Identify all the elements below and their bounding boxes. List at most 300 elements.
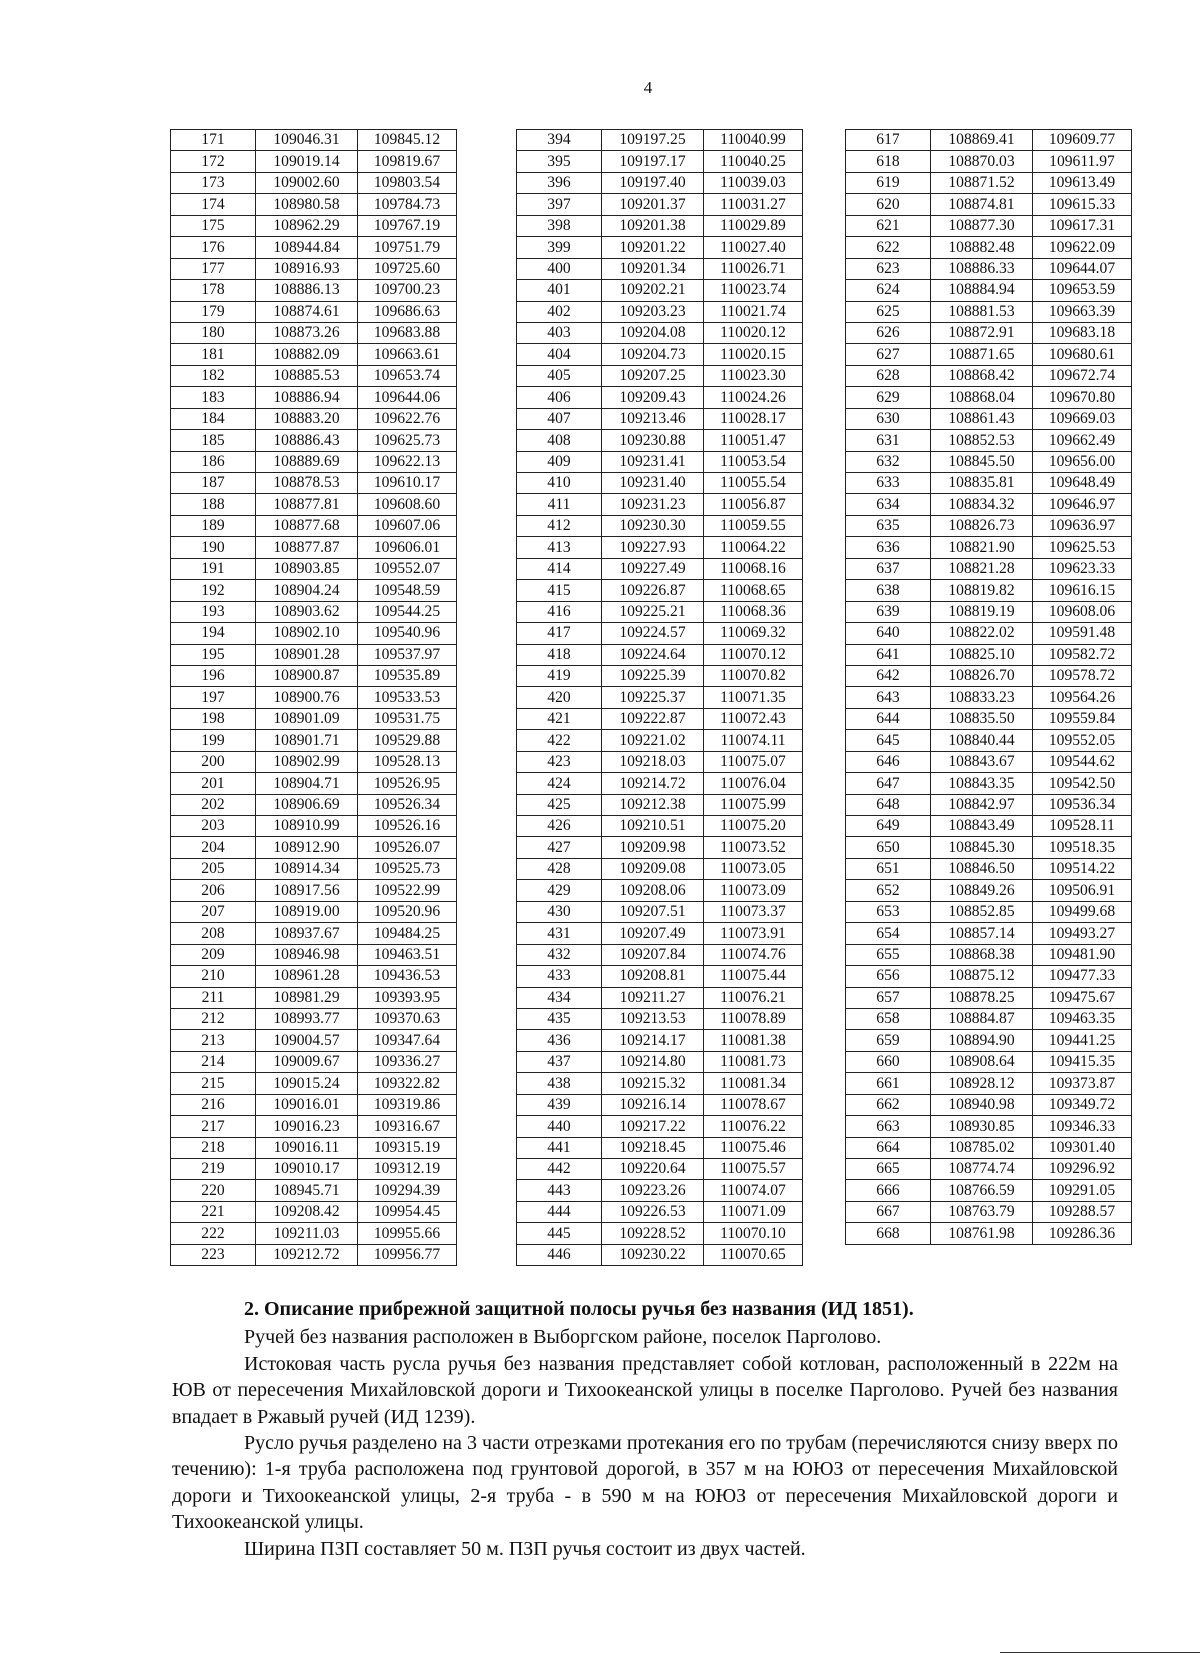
table-row: [171, 623, 457, 644]
table-row: [517, 194, 803, 215]
y-coordinate-cell: 109526.16: [358, 816, 457, 837]
table-row: [171, 580, 457, 601]
x-coordinate-cell: 108886.13: [256, 280, 358, 301]
x-coordinate-cell: 109230.88: [602, 430, 704, 451]
x-coordinate-cell: 109215.32: [602, 1073, 704, 1094]
y-coordinate-cell: 109506.91: [1033, 880, 1132, 901]
paragraph: Истоковая часть русла ручья без названия представляет собой котлован, расположенный в 222м на ЮВ от пересечения Михайловской дороги и Тихоокеанской улицы в поселке Парголово. Ручей без названия впадает в Ржавый ручей (ИД 1239).: [172, 1352, 1118, 1428]
x-coordinate-cell: 108861.43: [931, 408, 1033, 429]
x-coordinate-cell: 109231.23: [602, 494, 704, 515]
y-coordinate-cell: 109636.97: [1033, 515, 1132, 536]
table-row: [517, 172, 803, 193]
point-number-cell: 181: [171, 344, 256, 365]
point-number-cell: 663: [846, 1116, 931, 1137]
table-row: [846, 730, 1132, 751]
point-number-cell: 655: [846, 944, 931, 965]
table-row: [846, 558, 1132, 579]
y-coordinate-cell: 109767.19: [358, 215, 457, 236]
point-number-cell: 625: [846, 301, 931, 322]
table-row: [171, 1116, 457, 1137]
x-coordinate-cell: 109207.51: [602, 901, 704, 922]
x-coordinate-cell: 108901.28: [256, 644, 358, 665]
table-row: [846, 344, 1132, 365]
table-row: [846, 537, 1132, 558]
y-coordinate-cell: 110073.37: [704, 901, 803, 922]
x-coordinate-cell: 108877.68: [256, 515, 358, 536]
y-coordinate-cell: 110075.46: [704, 1137, 803, 1158]
x-coordinate-cell: 109201.34: [602, 258, 704, 279]
x-coordinate-cell: 109216.14: [602, 1094, 704, 1115]
x-coordinate-cell: 108819.19: [931, 601, 1033, 622]
x-coordinate-cell: 108883.20: [256, 408, 358, 429]
y-coordinate-cell: 109591.48: [1033, 623, 1132, 644]
x-coordinate-cell: 109209.43: [602, 387, 704, 408]
point-number-cell: 418: [517, 644, 602, 665]
point-number-cell: 423: [517, 751, 602, 772]
y-coordinate-cell: 109663.61: [358, 344, 457, 365]
y-coordinate-cell: 110024.26: [704, 387, 803, 408]
y-coordinate-cell: 109288.57: [1033, 1201, 1132, 1222]
x-coordinate-cell: 108910.99: [256, 816, 358, 837]
x-coordinate-cell: 108902.10: [256, 623, 358, 644]
y-coordinate-cell: 109578.72: [1033, 665, 1132, 686]
x-coordinate-cell: 109230.30: [602, 515, 704, 536]
point-number-cell: 432: [517, 944, 602, 965]
table-row: [846, 837, 1132, 858]
y-coordinate-cell: 110073.09: [704, 880, 803, 901]
table-row: [171, 816, 457, 837]
x-coordinate-cell: 108835.81: [931, 473, 1033, 494]
x-coordinate-cell: 109010.17: [256, 1159, 358, 1180]
point-number-cell: 200: [171, 751, 256, 772]
y-coordinate-cell: 110023.74: [704, 280, 803, 301]
x-coordinate-cell: 108842.97: [931, 794, 1033, 815]
x-coordinate-cell: 109204.08: [602, 322, 704, 343]
y-coordinate-cell: 110070.10: [704, 1223, 803, 1244]
point-number-cell: 220: [171, 1180, 256, 1201]
point-number-cell: 206: [171, 880, 256, 901]
y-coordinate-cell: 109526.34: [358, 794, 457, 815]
point-number-cell: 207: [171, 901, 256, 922]
x-coordinate-cell: 109197.40: [602, 172, 704, 193]
y-coordinate-cell: 109484.25: [358, 923, 457, 944]
point-number-cell: 223: [171, 1244, 256, 1265]
point-number-cell: 641: [846, 644, 931, 665]
y-coordinate-cell: 109644.07: [1033, 258, 1132, 279]
table-row: [846, 1094, 1132, 1115]
x-coordinate-cell: 108906.69: [256, 794, 358, 815]
coordinates-table-3: [845, 129, 1132, 1245]
x-coordinate-cell: 108904.24: [256, 580, 358, 601]
point-number-cell: 211: [171, 987, 256, 1008]
table-row: [846, 1201, 1132, 1222]
point-number-cell: 411: [517, 494, 602, 515]
x-coordinate-cell: 108901.09: [256, 708, 358, 729]
y-coordinate-cell: 109373.87: [1033, 1073, 1132, 1094]
x-coordinate-cell: 108835.50: [931, 708, 1033, 729]
x-coordinate-cell: 108882.48: [931, 237, 1033, 258]
table-row: [171, 858, 457, 879]
y-coordinate-cell: 110070.12: [704, 644, 803, 665]
table-row: [517, 665, 803, 686]
x-coordinate-cell: 109213.53: [602, 1008, 704, 1029]
y-coordinate-cell: 109312.19: [358, 1159, 457, 1180]
x-coordinate-cell: 108871.52: [931, 172, 1033, 193]
y-coordinate-cell: 110039.03: [704, 172, 803, 193]
table-row: [517, 837, 803, 858]
table-row: [171, 730, 457, 751]
y-coordinate-cell: 109347.64: [358, 1030, 457, 1051]
point-number-cell: 434: [517, 987, 602, 1008]
point-number-cell: 618: [846, 151, 931, 172]
table-row: [517, 215, 803, 236]
x-coordinate-cell: 109213.46: [602, 408, 704, 429]
point-number-cell: 421: [517, 708, 602, 729]
point-number-cell: 416: [517, 601, 602, 622]
x-coordinate-cell: 108761.98: [931, 1223, 1033, 1244]
x-coordinate-cell: 109225.39: [602, 665, 704, 686]
point-number-cell: 622: [846, 237, 931, 258]
table-row: [171, 130, 457, 151]
point-number-cell: 398: [517, 215, 602, 236]
point-number-cell: 433: [517, 966, 602, 987]
point-number-cell: 202: [171, 794, 256, 815]
y-coordinate-cell: 110068.16: [704, 558, 803, 579]
x-coordinate-cell: 108902.99: [256, 751, 358, 772]
y-coordinate-cell: 109653.59: [1033, 280, 1132, 301]
point-number-cell: 435: [517, 1008, 602, 1029]
point-number-cell: 427: [517, 837, 602, 858]
y-coordinate-cell: 110069.32: [704, 623, 803, 644]
paragraph: Ширина ПЗП составляет 50 м. ПЗП ручья состоит из двух частей.: [244, 1537, 806, 1560]
table-row: [517, 301, 803, 322]
point-number-cell: 660: [846, 1051, 931, 1072]
point-number-cell: 658: [846, 1008, 931, 1029]
point-number-cell: 180: [171, 322, 256, 343]
table-row: [171, 944, 457, 965]
table-row: [517, 280, 803, 301]
x-coordinate-cell: 109209.08: [602, 858, 704, 879]
y-coordinate-cell: 109291.05: [1033, 1180, 1132, 1201]
point-number-cell: 222: [171, 1223, 256, 1244]
point-number-cell: 184: [171, 408, 256, 429]
table-row: [846, 901, 1132, 922]
y-coordinate-cell: 110070.82: [704, 665, 803, 686]
point-number-cell: 413: [517, 537, 602, 558]
x-coordinate-cell: 108885.53: [256, 365, 358, 386]
point-number-cell: 176: [171, 237, 256, 258]
x-coordinate-cell: 109197.17: [602, 151, 704, 172]
y-coordinate-cell: 109784.73: [358, 194, 457, 215]
point-number-cell: 436: [517, 1030, 602, 1051]
x-coordinate-cell: 108937.67: [256, 923, 358, 944]
table-row: [846, 987, 1132, 1008]
point-number-cell: 214: [171, 1051, 256, 1072]
x-coordinate-cell: 108903.62: [256, 601, 358, 622]
x-coordinate-cell: 108875.12: [931, 966, 1033, 987]
x-coordinate-cell: 108877.81: [256, 494, 358, 515]
y-coordinate-cell: 109700.23: [358, 280, 457, 301]
point-number-cell: 190: [171, 537, 256, 558]
y-coordinate-cell: 109646.97: [1033, 494, 1132, 515]
point-number-cell: 218: [171, 1137, 256, 1158]
x-coordinate-cell: 108881.53: [931, 301, 1033, 322]
point-number-cell: 394: [517, 130, 602, 151]
y-coordinate-cell: 110081.73: [704, 1051, 803, 1072]
table-row: [171, 344, 457, 365]
table-row: [171, 194, 457, 215]
table-row: [846, 644, 1132, 665]
point-number-cell: 186: [171, 451, 256, 472]
table-row: [517, 1073, 803, 1094]
y-coordinate-cell: 109531.75: [358, 708, 457, 729]
x-coordinate-cell: 109046.31: [256, 130, 358, 151]
y-coordinate-cell: 109526.95: [358, 773, 457, 794]
point-number-cell: 647: [846, 773, 931, 794]
y-coordinate-cell: 110075.99: [704, 794, 803, 815]
x-coordinate-cell: 108871.65: [931, 344, 1033, 365]
x-coordinate-cell: 109016.23: [256, 1116, 358, 1137]
point-number-cell: 395: [517, 151, 602, 172]
table-row: [846, 1180, 1132, 1201]
table-row: [846, 944, 1132, 965]
x-coordinate-cell: 108826.70: [931, 665, 1033, 686]
table-row: [846, 365, 1132, 386]
table-row: [846, 665, 1132, 686]
y-coordinate-cell: 110076.21: [704, 987, 803, 1008]
point-number-cell: 195: [171, 644, 256, 665]
table-row: [846, 794, 1132, 815]
point-number-cell: 404: [517, 344, 602, 365]
table-row: [171, 515, 457, 536]
y-coordinate-cell: 109548.59: [358, 580, 457, 601]
point-number-cell: 401: [517, 280, 602, 301]
point-number-cell: 633: [846, 473, 931, 494]
table-row: [171, 708, 457, 729]
x-coordinate-cell: 108904.71: [256, 773, 358, 794]
table-row: [846, 966, 1132, 987]
x-coordinate-cell: 109223.26: [602, 1180, 704, 1201]
y-coordinate-cell: 109559.84: [1033, 708, 1132, 729]
y-coordinate-cell: 109322.82: [358, 1073, 457, 1094]
y-coordinate-cell: 109520.96: [358, 901, 457, 922]
x-coordinate-cell: 109201.22: [602, 237, 704, 258]
point-number-cell: 213: [171, 1030, 256, 1051]
y-coordinate-cell: 109528.11: [1033, 816, 1132, 837]
y-coordinate-cell: 109610.17: [358, 473, 457, 494]
table-row: [517, 537, 803, 558]
point-number-cell: 209: [171, 944, 256, 965]
y-coordinate-cell: 110075.07: [704, 751, 803, 772]
x-coordinate-cell: 109202.21: [602, 280, 704, 301]
point-number-cell: 624: [846, 280, 931, 301]
point-number-cell: 182: [171, 365, 256, 386]
table-row: [846, 408, 1132, 429]
y-coordinate-cell: 109955.66: [358, 1223, 457, 1244]
y-coordinate-cell: 109609.77: [1033, 130, 1132, 151]
y-coordinate-cell: 109803.54: [358, 172, 457, 193]
x-coordinate-cell: 109016.01: [256, 1094, 358, 1115]
table-row: [517, 773, 803, 794]
x-coordinate-cell: 109217.22: [602, 1116, 704, 1137]
y-coordinate-cell: 110070.65: [704, 1244, 803, 1265]
table-row: [171, 172, 457, 193]
x-coordinate-cell: 108916.93: [256, 258, 358, 279]
y-coordinate-cell: 109475.67: [1033, 987, 1132, 1008]
x-coordinate-cell: 108878.53: [256, 473, 358, 494]
x-coordinate-cell: 108993.77: [256, 1008, 358, 1029]
table-row: [517, 1030, 803, 1051]
point-number-cell: 623: [846, 258, 931, 279]
table-row: [846, 194, 1132, 215]
y-coordinate-cell: 109670.80: [1033, 387, 1132, 408]
table-row: [846, 494, 1132, 515]
x-coordinate-cell: 109209.98: [602, 837, 704, 858]
table-row: [517, 365, 803, 386]
table-row: [517, 644, 803, 665]
y-coordinate-cell: 110073.52: [704, 837, 803, 858]
table-row: [846, 301, 1132, 322]
point-number-cell: 175: [171, 215, 256, 236]
table-row: [171, 537, 457, 558]
table-row: [517, 880, 803, 901]
table-row: [846, 1159, 1132, 1180]
point-number-cell: 632: [846, 451, 931, 472]
point-number-cell: 424: [517, 773, 602, 794]
y-coordinate-cell: 109725.60: [358, 258, 457, 279]
point-number-cell: 174: [171, 194, 256, 215]
table-row: [171, 365, 457, 386]
table-row: [846, 151, 1132, 172]
x-coordinate-cell: 108981.29: [256, 987, 358, 1008]
table-row: [517, 151, 803, 172]
y-coordinate-cell: 109528.13: [358, 751, 457, 772]
table-row: [517, 923, 803, 944]
point-number-cell: 659: [846, 1030, 931, 1051]
table-row: [171, 601, 457, 622]
y-coordinate-cell: 109294.39: [358, 1180, 457, 1201]
table-row: [171, 1201, 457, 1222]
y-coordinate-cell: 110027.40: [704, 237, 803, 258]
table-row: [846, 923, 1132, 944]
table-row: [171, 687, 457, 708]
point-number-cell: 191: [171, 558, 256, 579]
x-coordinate-cell: 109214.80: [602, 1051, 704, 1072]
point-number-cell: 666: [846, 1180, 931, 1201]
point-number-cell: 406: [517, 387, 602, 408]
y-coordinate-cell: 110072.43: [704, 708, 803, 729]
x-coordinate-cell: 109197.25: [602, 130, 704, 151]
point-number-cell: 212: [171, 1008, 256, 1029]
table-row: [171, 1094, 457, 1115]
y-coordinate-cell: 109535.89: [358, 665, 457, 686]
table-row: [517, 451, 803, 472]
point-number-cell: 619: [846, 172, 931, 193]
x-coordinate-cell: 108908.64: [931, 1051, 1033, 1072]
point-number-cell: 438: [517, 1073, 602, 1094]
point-number-cell: 657: [846, 987, 931, 1008]
table-row: [846, 816, 1132, 837]
x-coordinate-cell: 109019.14: [256, 151, 358, 172]
y-coordinate-cell: 109436.53: [358, 966, 457, 987]
point-number-cell: 640: [846, 623, 931, 644]
table-row: [846, 880, 1132, 901]
x-coordinate-cell: 108870.03: [931, 151, 1033, 172]
point-number-cell: 440: [517, 1116, 602, 1137]
y-coordinate-cell: 109663.39: [1033, 301, 1132, 322]
y-coordinate-cell: 109522.99: [358, 880, 457, 901]
point-number-cell: 203: [171, 816, 256, 837]
y-coordinate-cell: 110029.89: [704, 215, 803, 236]
table-row: [846, 687, 1132, 708]
table-row: [517, 944, 803, 965]
x-coordinate-cell: 108774.74: [931, 1159, 1033, 1180]
point-number-cell: 635: [846, 515, 931, 536]
x-coordinate-cell: 108874.81: [931, 194, 1033, 215]
y-coordinate-cell: 110040.25: [704, 151, 803, 172]
y-coordinate-cell: 109493.27: [1033, 923, 1132, 944]
point-number-cell: 668: [846, 1223, 931, 1244]
y-coordinate-cell: 109544.25: [358, 601, 457, 622]
table-row: [517, 558, 803, 579]
coordinates-table-1: [170, 129, 457, 1266]
x-coordinate-cell: 109211.03: [256, 1223, 358, 1244]
table-row: [171, 215, 457, 236]
table-row: [171, 1180, 457, 1201]
x-coordinate-cell: 108877.87: [256, 537, 358, 558]
point-number-cell: 414: [517, 558, 602, 579]
x-coordinate-cell: 109002.60: [256, 172, 358, 193]
table-row: [517, 966, 803, 987]
y-coordinate-cell: 109552.05: [1033, 730, 1132, 751]
point-number-cell: 621: [846, 215, 931, 236]
point-number-cell: 403: [517, 322, 602, 343]
x-coordinate-cell: 108884.94: [931, 280, 1033, 301]
y-coordinate-cell: 109623.33: [1033, 558, 1132, 579]
x-coordinate-cell: 109208.42: [256, 1201, 358, 1222]
point-number-cell: 417: [517, 623, 602, 644]
x-coordinate-cell: 108962.29: [256, 215, 358, 236]
x-coordinate-cell: 108852.53: [931, 430, 1033, 451]
y-coordinate-cell: 109607.06: [358, 515, 457, 536]
y-coordinate-cell: 110075.44: [704, 966, 803, 987]
table-row: [517, 1180, 803, 1201]
table-row: [846, 1073, 1132, 1094]
table-row: [517, 751, 803, 772]
table-row: [846, 280, 1132, 301]
table-row: [171, 837, 457, 858]
table-row: [171, 1008, 457, 1029]
table-row: [517, 130, 803, 151]
table-row: [171, 773, 457, 794]
point-number-cell: 402: [517, 301, 602, 322]
point-number-cell: 400: [517, 258, 602, 279]
point-number-cell: 185: [171, 430, 256, 451]
table-row: [171, 665, 457, 686]
y-coordinate-cell: 109544.62: [1033, 751, 1132, 772]
y-coordinate-cell: 109608.60: [358, 494, 457, 515]
point-number-cell: 639: [846, 601, 931, 622]
y-coordinate-cell: 109499.68: [1033, 901, 1132, 922]
x-coordinate-cell: 109214.17: [602, 1030, 704, 1051]
x-coordinate-cell: 108843.67: [931, 751, 1033, 772]
y-coordinate-cell: 109542.50: [1033, 773, 1132, 794]
y-coordinate-cell: 109441.25: [1033, 1030, 1132, 1051]
table-row: [517, 601, 803, 622]
table-row: [171, 966, 457, 987]
point-number-cell: 177: [171, 258, 256, 279]
y-coordinate-cell: 109616.15: [1033, 580, 1132, 601]
